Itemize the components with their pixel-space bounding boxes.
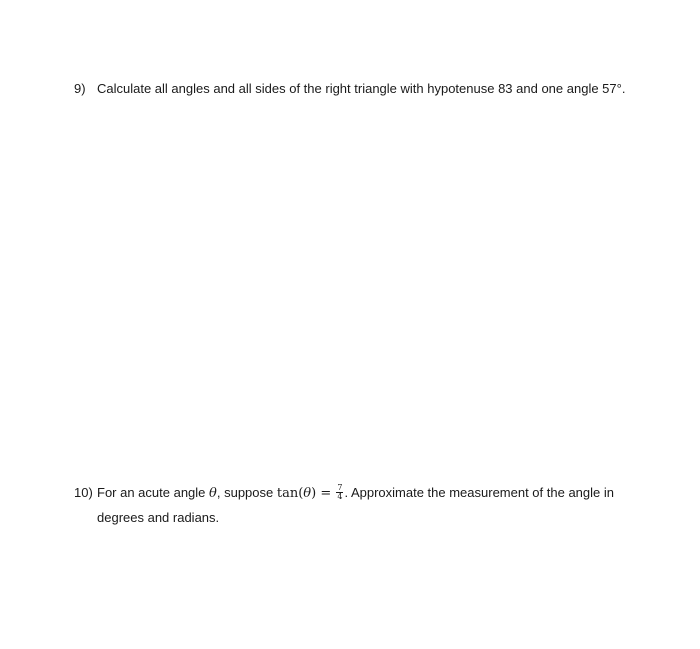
- fraction-numerator: 7: [337, 483, 343, 493]
- problem-10-text-after: . Approximate the measurement of the angle in: [344, 485, 614, 500]
- problem-10: [74, 481, 634, 530]
- problem-9-text: Calculate all angles and all sides of the right triangle with hypotenuse 83 and one angle 57°.: [97, 81, 626, 96]
- problem-10-text-before: For an acute angle: [97, 485, 210, 500]
- fraction-denominator: 4: [337, 492, 343, 502]
- problem-10-number: 10): [74, 485, 93, 500]
- problem-10-text-mid: , suppose: [216, 485, 277, 500]
- problem-9-number: 9): [74, 81, 86, 96]
- tan-close: ) =: [311, 486, 336, 501]
- problem-9: [74, 77, 674, 101]
- theta-symbol: θ: [209, 486, 217, 501]
- fraction: [336, 484, 343, 501]
- tan-open: tan(: [276, 486, 304, 501]
- theta-symbol-2: θ: [303, 486, 312, 501]
- problem-10-line-2: degrees and radians.: [97, 510, 220, 525]
